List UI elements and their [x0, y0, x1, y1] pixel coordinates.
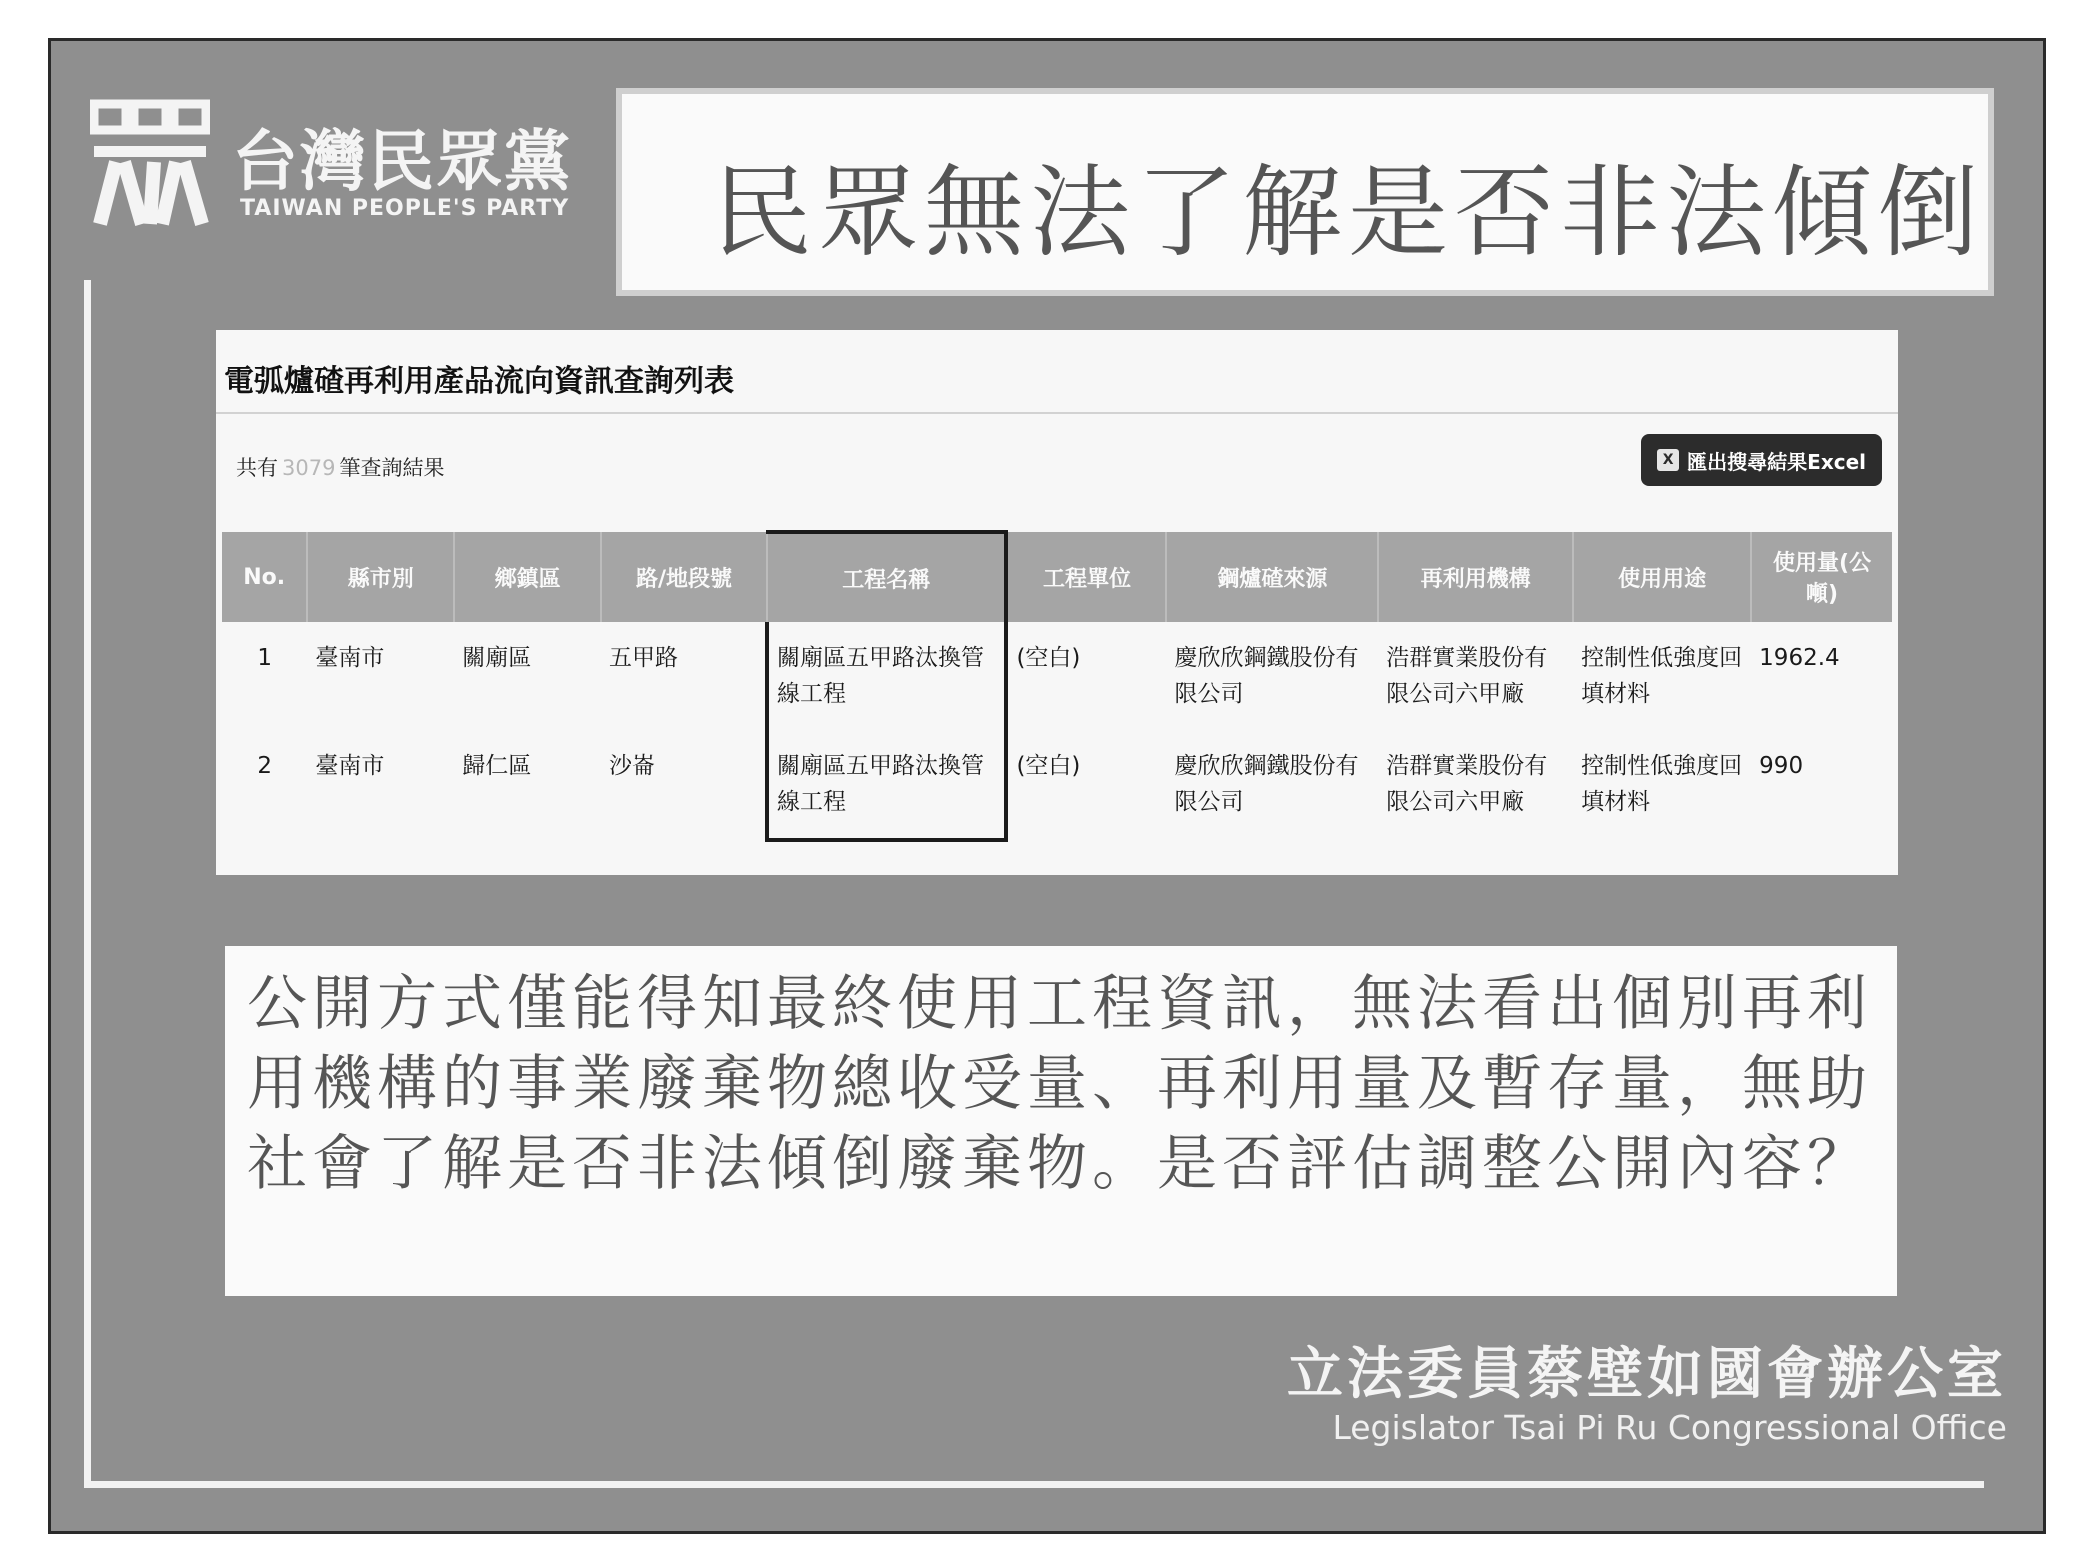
cell-project-name: 關廟區五甲路汰換管線工程 — [767, 622, 1006, 730]
col-reuse-org: 再利用機構 — [1378, 532, 1573, 622]
question-text: 公開方式僅能得知最終使用工程資訊，無法看出個別再利用機構的事業廢棄物總收受量、再利用量及暫存量，無助社會了解是否非法傾倒廢棄物。是否評估調整公開內容？ — [247, 969, 1872, 1199]
cell-amount: 990 — [1759, 753, 1804, 779]
office-name-en: Legislator Tsai Pi Ru Congressional Office — [1332, 1408, 2007, 1447]
party-name-en: TAIWAN PEOPLE'S PARTY — [240, 196, 570, 221]
cell-slag-source: 慶欣欣鋼鐵股份有限公司 — [1174, 645, 1359, 707]
cell-city: 臺南市 — [315, 645, 385, 671]
count-suffix: 筆查詢結果 — [339, 456, 445, 480]
query-list-screenshot — [216, 330, 1898, 875]
cell-usage: 控制性低強度回填材料 — [1581, 645, 1743, 707]
cell-slag-source: 慶欣欣鋼鐵股份有限公司 — [1174, 753, 1359, 815]
cell-usage: 控制性低強度回填材料 — [1581, 753, 1743, 815]
cell-reuse-org: 浩群實業股份有限公司六甲廠 — [1386, 645, 1548, 707]
list-title: 電弧爐碴再利用產品流向資訊查詢列表 — [224, 364, 734, 399]
table-row — [222, 622, 1892, 730]
question-box — [225, 946, 1897, 1296]
col-usage: 使用用途 — [1573, 532, 1751, 622]
count-prefix: 共有 — [236, 456, 278, 480]
cell-no: 1 — [257, 645, 273, 671]
result-count — [236, 452, 444, 482]
export-excel-button[interactable] — [1641, 434, 1882, 486]
cell-road: 沙崙 — [608, 753, 655, 779]
party-logo-icon — [90, 98, 210, 230]
col-project-unit: 工程單位 — [1006, 532, 1166, 622]
cell-no: 2 — [257, 753, 273, 779]
cell-reuse-org: 浩群實業股份有限公司六甲廠 — [1386, 753, 1548, 815]
col-city: 縣市別 — [307, 532, 454, 622]
title-box — [616, 88, 1994, 296]
table-row — [222, 730, 1892, 840]
col-no: No. — [222, 532, 307, 622]
col-amount: 使用量(公噸) — [1751, 532, 1892, 622]
col-road: 路/地段號 — [601, 532, 767, 622]
cell-amount: 1962.4 — [1759, 645, 1840, 671]
cell-city: 臺南市 — [315, 753, 385, 779]
cell-district: 關廟區 — [462, 645, 532, 671]
col-district: 鄉鎮區 — [454, 532, 601, 622]
col-slag-source: 鋼爐碴來源 — [1166, 532, 1378, 622]
results-table — [222, 530, 1892, 842]
office-name-zh: 立法委員蔡壁如國會辦公室 — [1287, 1342, 2007, 1407]
page-title: 民眾無法了解是否非法傾倒 — [712, 154, 1984, 271]
cell-project-name: 關廟區五甲路汰換管線工程 — [767, 730, 1006, 840]
divider — [216, 412, 1898, 414]
cell-district: 歸仁區 — [462, 753, 532, 779]
export-label: 匯出搜尋結果Excel — [1687, 449, 1866, 474]
table-header-row — [222, 532, 1892, 622]
excel-icon: X — [1657, 449, 1679, 471]
cell-project-unit: (空白) — [1016, 645, 1081, 671]
cell-project-unit: (空白) — [1016, 753, 1081, 779]
count-value: 3079 — [282, 456, 336, 480]
col-project-name: 工程名稱 — [767, 532, 1006, 622]
cell-road: 五甲路 — [608, 645, 678, 671]
party-name-zh: 台灣民眾黨 — [232, 123, 572, 200]
